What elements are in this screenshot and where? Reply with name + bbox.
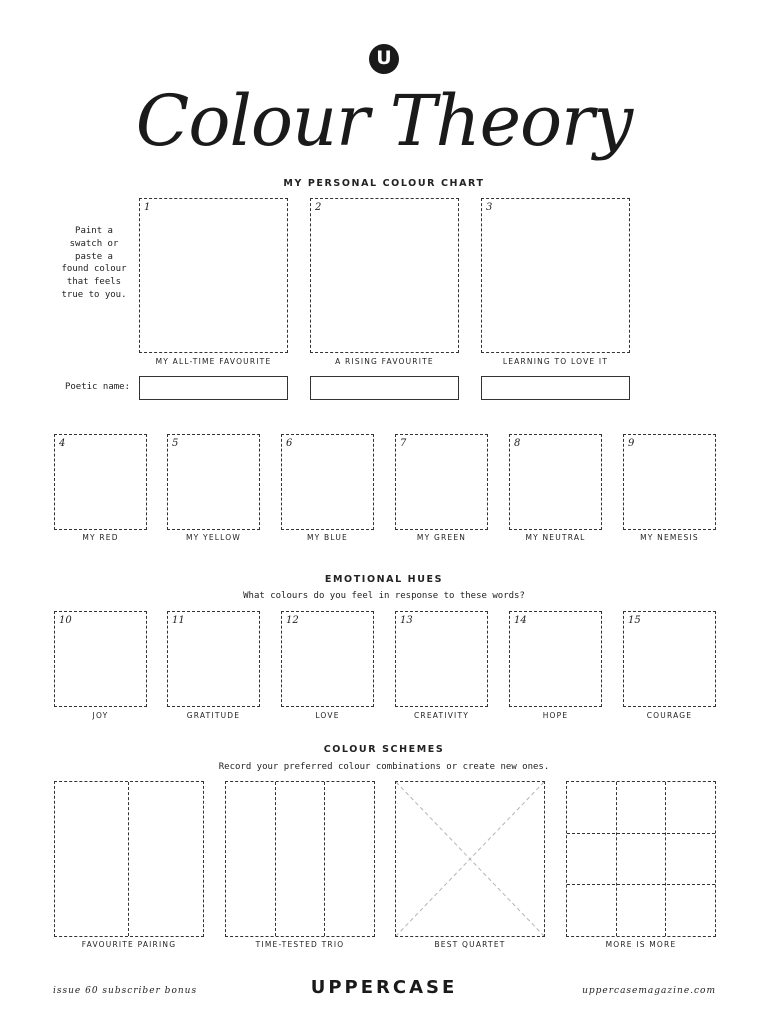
swatch-caption-4: MY RED <box>82 533 119 542</box>
swatch-number: 8 <box>514 438 521 449</box>
emotional-hues-subtext: What colours do you feel in response to these words? <box>243 591 525 601</box>
scheme-divider <box>567 833 715 834</box>
swatch-box-10[interactable] <box>54 611 147 707</box>
page-title: Colour Theory <box>135 80 633 162</box>
swatch-number: 6 <box>286 438 293 449</box>
swatch-caption-1: MY ALL-TIME FAVOURITE <box>155 357 272 366</box>
swatch-number: 5 <box>172 438 179 449</box>
instruction-line: Paint a <box>75 226 113 236</box>
swatch-caption-8: MY NEUTRAL <box>525 533 586 542</box>
swatch-box-4[interactable] <box>54 434 147 530</box>
swatch-number: 9 <box>628 438 635 449</box>
instruction-line: swatch or <box>69 238 119 249</box>
swatch-box-5[interactable] <box>167 434 260 530</box>
swatch-caption-11: GRATITUDE <box>186 711 241 720</box>
swatch-caption-13: CREATIVITY <box>413 711 470 720</box>
colour-schemes-subtext: Record your preferred colour combinations or create new ones. <box>218 762 550 772</box>
scheme-pairing-box[interactable] <box>54 781 204 937</box>
swatch-number: 7 <box>400 438 407 449</box>
instruction-line: that feels <box>66 277 122 288</box>
scheme-caption-trio: TIME-TESTED TRIO <box>255 940 345 949</box>
footer-brand: UPPERCASE <box>310 977 458 998</box>
footer-website-link[interactable]: uppercasemagazine.com <box>582 986 716 996</box>
quartet-diagonals <box>396 782 544 936</box>
swatch-box-11[interactable] <box>167 611 260 707</box>
scheme-quartet-box[interactable] <box>395 781 545 937</box>
swatch-box-1[interactable] <box>139 198 288 353</box>
swatch-box-3[interactable] <box>481 198 630 353</box>
swatch-caption-2: A RISING FAVOURITE <box>335 357 434 366</box>
instruction-text <box>52 225 136 302</box>
scheme-divider <box>616 782 617 936</box>
swatch-caption-6: MY BLUE <box>306 533 348 542</box>
scheme-caption-more: MORE IS MORE <box>605 940 677 949</box>
swatch-box-6[interactable] <box>281 434 374 530</box>
poetic-name-field-2[interactable] <box>310 376 459 400</box>
scheme-divider <box>128 782 129 936</box>
swatch-number: 2 <box>315 202 322 213</box>
swatch-caption-12: LOVE <box>315 711 340 720</box>
swatch-number: 10 <box>59 615 72 626</box>
swatch-number: 13 <box>400 615 413 626</box>
scheme-divider <box>275 782 276 936</box>
scheme-caption-pairing: FAVOURITE PAIRING <box>81 940 177 949</box>
swatch-caption-7: MY GREEN <box>416 533 467 542</box>
emotional-hues-heading: EMOTIONAL HUES <box>324 574 444 585</box>
poetic-name-field-3[interactable] <box>481 376 630 400</box>
instruction-line: paste a <box>75 251 113 262</box>
swatch-caption-15: COURAGE <box>646 711 693 720</box>
scheme-divider <box>567 884 715 885</box>
footer-issue-note: issue 60 subscriber bonus <box>53 986 198 996</box>
colour-schemes-heading: COLOUR SCHEMES <box>323 744 445 755</box>
instruction-line: found colour <box>61 264 127 275</box>
swatch-box-12[interactable] <box>281 611 374 707</box>
scheme-divider <box>324 782 325 936</box>
swatch-number: 3 <box>486 202 493 213</box>
swatch-box-2[interactable] <box>310 198 459 353</box>
scheme-divider <box>665 782 666 936</box>
scheme-caption-quartet: BEST QUARTET <box>434 940 506 949</box>
swatch-box-14[interactable] <box>509 611 602 707</box>
swatch-caption-14: HOPE <box>542 711 569 720</box>
swatch-box-8[interactable] <box>509 434 602 530</box>
swatch-number: 1 <box>144 202 151 213</box>
poetic-name-field-1[interactable] <box>139 376 288 400</box>
swatch-number: 12 <box>286 615 299 626</box>
scheme-more-box[interactable] <box>566 781 716 937</box>
swatch-number: 4 <box>59 438 66 449</box>
swatch-box-13[interactable] <box>395 611 488 707</box>
swatch-number: 11 <box>172 615 185 626</box>
swatch-box-9[interactable] <box>623 434 716 530</box>
scheme-trio-box[interactable] <box>225 781 375 937</box>
swatch-number: 14 <box>514 615 527 626</box>
instruction-line: true to you. <box>61 289 127 300</box>
swatch-caption-5: MY YELLOW <box>186 533 241 542</box>
swatch-box-15[interactable] <box>623 611 716 707</box>
personal-colour-chart-heading: MY PERSONAL COLOUR CHART <box>283 178 485 189</box>
swatch-box-7[interactable] <box>395 434 488 530</box>
logo-letter: U <box>376 47 392 69</box>
swatch-number: 15 <box>628 615 641 626</box>
swatch-caption-3: LEARNING TO LOVE IT <box>502 357 609 366</box>
poetic-name-label: Poetic name: <box>64 382 130 392</box>
swatch-caption-10: JOY <box>92 711 109 720</box>
swatch-caption-9: MY NEMESIS <box>640 533 699 542</box>
